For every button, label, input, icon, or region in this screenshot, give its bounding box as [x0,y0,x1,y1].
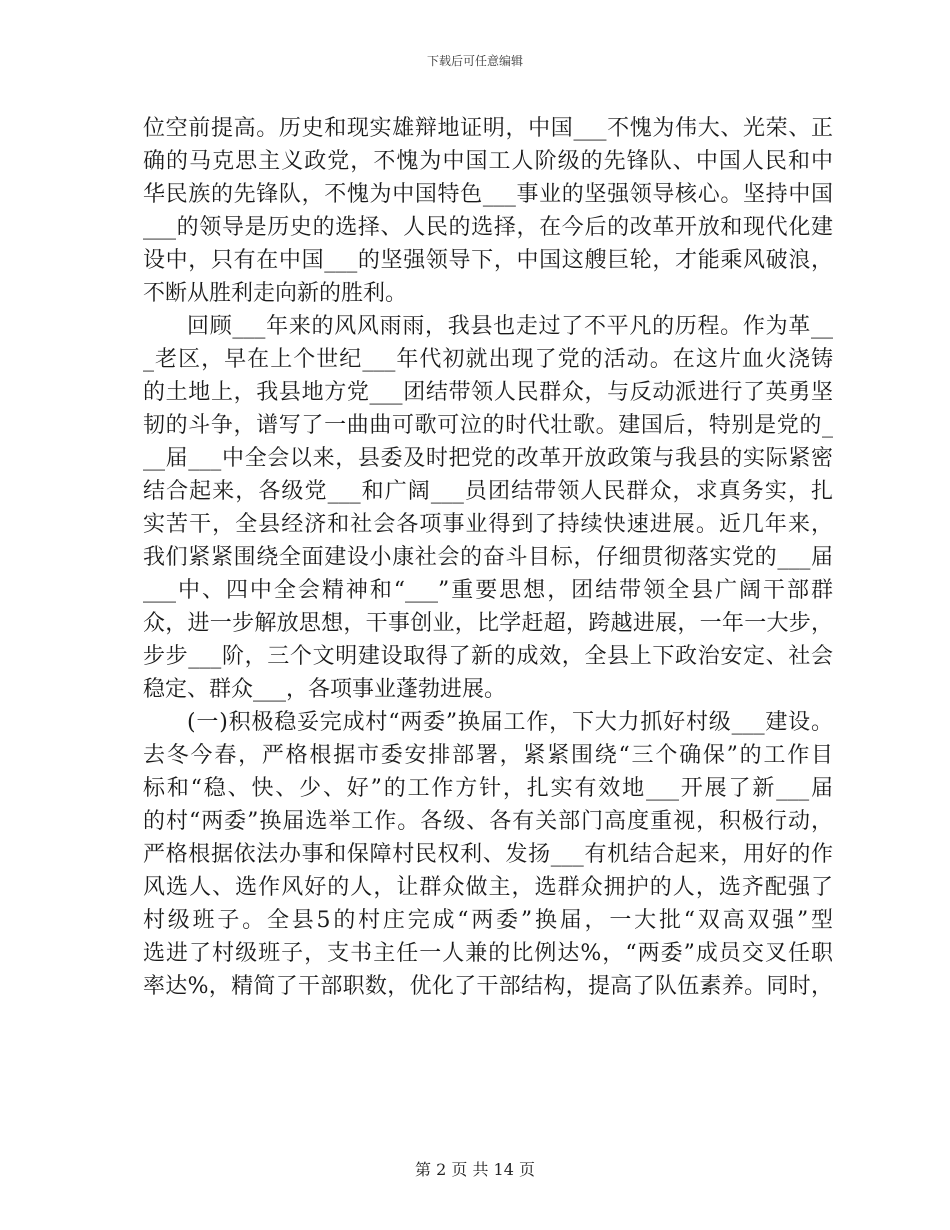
text-line: 村级班子。全县5的村庄完成“两委”换届，一大批“双高双强”型 [143,908,833,933]
text-line: 韧的斗争，谱写了一曲曲可歌可泣的时代壮歌。建国后，特别是党的_ [143,413,833,438]
text-line: 严格根据依法办事和保障村民权利、发扬___有机结合起来，用好的作 [143,842,833,867]
text-line: 结合起来，各级党___和广阔___员团结带领人民群众，求真务实，扎 [143,479,833,504]
text-line: 确的马克思主义政党，不愧为中国工人阶级的先锋队、中国人民和中 [143,149,833,174]
text-line: 位空前提高。历史和现实雄辩地证明，中国___不愧为伟大、光荣、正 [143,116,833,141]
text-line: 风选人、选作风好的人，让群众做主，选群众拥护的人，选齐配强了 [143,875,833,900]
text-line: 步步___阶，三个文明建设取得了新的成效，全县上下政治安定、社会 [143,644,833,669]
text-line: 标和“稳、快、少、好”的工作方针，扎实有效地___开展了新___届 [143,776,833,801]
text-line: 回顾___年来的风风雨雨，我县也走过了不平凡的历程。作为革__ [187,314,833,339]
document-body [143,112,833,1003]
text-line: 设中，只有在中国___的坚强领导下，中国这艘巨轮，才能乘风破浪， [143,248,833,273]
text-line: _老区，早在上个世纪___年代初就出现了党的活动。在这片血火浇铸 [143,347,833,372]
page-header: 下载后可任意编辑 [426,54,523,68]
text-line: ___的领导是历史的选择、人民的选择，在今后的改革开放和现代化建 [143,215,833,240]
page-number: 第 2 页 共 14 页 [415,1160,535,1179]
text-line: 众，进一步解放思想，干事创业，比学赶超，跨越进展，一年一大步， [143,611,833,636]
text-line: 去冬今春，严格根据市委安排部署，紧紧围绕“三个确保”的工作目 [143,743,833,768]
text-line: 华民族的先锋队，不愧为中国特色___事业的坚强领导核心。坚持中国 [143,182,833,207]
text-line: ___中、四中全会精神和“___”重要思想，团结带领全县广阔干部群 [143,578,833,603]
text-line: 的村“两委”换届选举工作。各级、各有关部门高度重视，积极行动， [143,809,833,834]
text-line: 率达%，精简了干部职数，优化了干部结构，提高了队伍素养。同时， [143,974,833,999]
text-line: 的土地上，我县地方党___团结带领人民群众，与反动派进行了英勇坚 [143,380,833,405]
text-line: 不断从胜利走向新的胜利。 [143,281,408,306]
text-line: 选进了村级班子，支书主任一人兼的比例达%，“两委”成员交叉任职 [143,941,833,966]
text-line: __届___中全会以来，县委及时把党的改革开放政策与我县的实际紧密 [143,446,833,471]
text-line: (一)积极稳妥完成村“两委”换届工作，下大力抓好村级___建设。 [187,710,833,735]
text-line: 我们紧紧围绕全面建设小康社会的奋斗目标，仔细贯彻落实党的___届 [143,545,833,570]
text-line: 稳定、群众___，各项事业蓬勃进展。 [143,677,507,702]
text-line: 实苦干，全县经济和社会各项事业得到了持续快速进展。近几年来， [143,512,833,537]
